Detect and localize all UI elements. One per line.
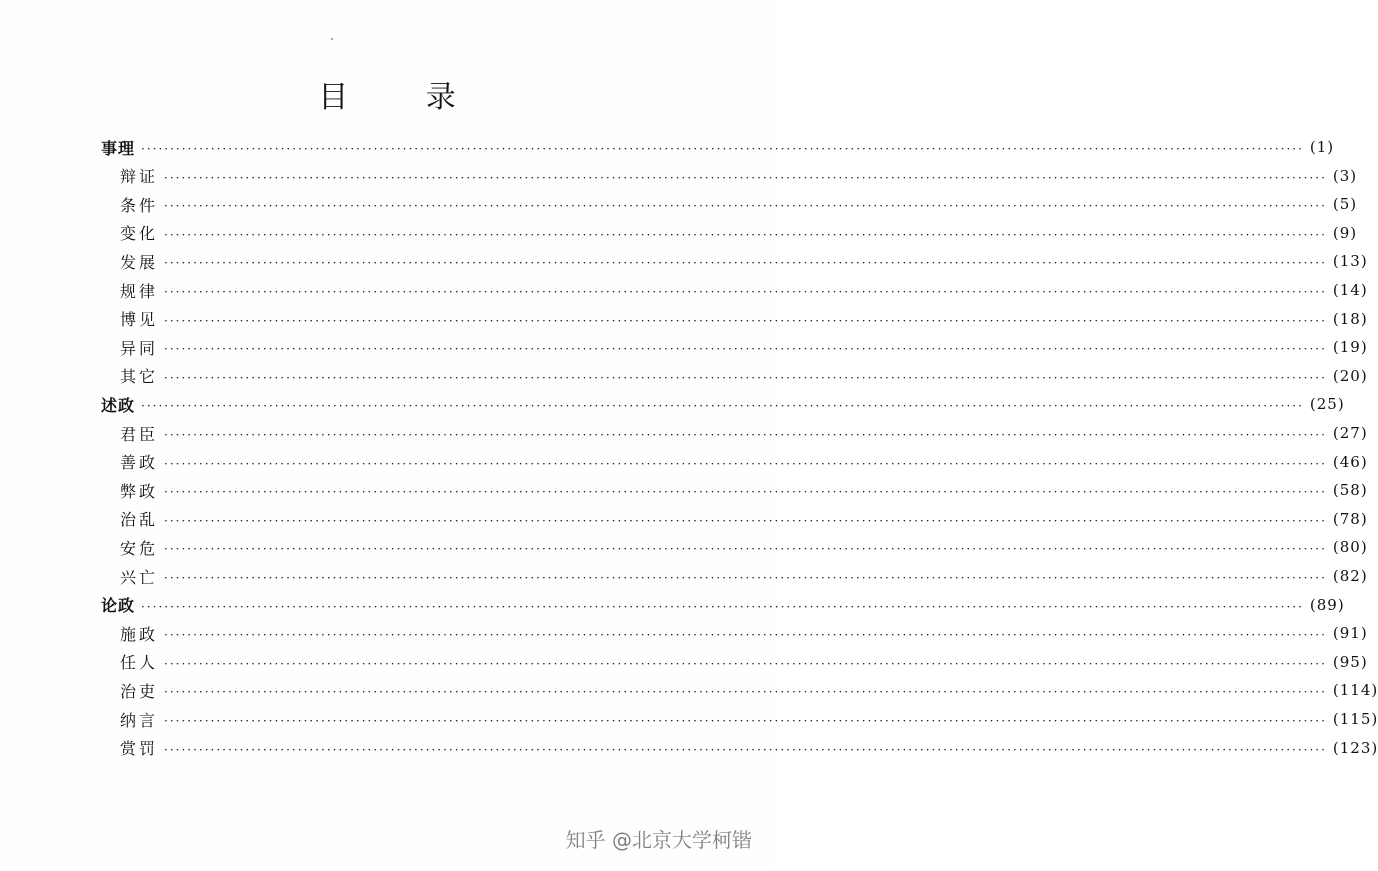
toc-leader-dots: ········································································································································································································	[164, 714, 1327, 728]
toc-leader-dots: ········································································································································································································	[164, 256, 1327, 271]
toc-leader-dots: ········································································································································································································	[164, 227, 1327, 242]
toc-entry	[120, 219, 1358, 247]
toc-entry-label: 事理	[101, 138, 136, 158]
toc-entry-label: 规律	[120, 281, 159, 301]
toc-entry	[120, 448, 1368, 476]
toc-entry-label: 发展	[120, 252, 159, 272]
toc-entry-page-number: (80)	[1332, 538, 1368, 557]
toc-entry	[120, 190, 1358, 218]
toc-entry-label: 条件	[120, 195, 159, 215]
toc-entry	[120, 362, 1368, 390]
toc-entry-page-number: (5)	[1332, 195, 1358, 214]
toc-entry-page-number: (89)	[1309, 595, 1345, 614]
toc-leader-dots: ········································································································································································································	[164, 628, 1327, 643]
toc-entry-label: 安危	[120, 538, 159, 558]
toc-leader-dots: ········································································································································································································	[141, 599, 1304, 614]
toc-entry-label: 赏罚	[120, 739, 159, 759]
toc-entry	[120, 648, 1368, 676]
toc-leader-dots: ········································································································································································································	[141, 142, 1304, 156]
toc-leader-dots: ········································································································································································································	[164, 656, 1327, 671]
toc-leader-dots: ········································································································································································································	[164, 542, 1327, 557]
toc-leader-dots: ········································································································································································································	[141, 399, 1304, 414]
toc-entry	[120, 562, 1368, 590]
toc-entry-label: 博见	[120, 310, 159, 330]
toc-entry-label: 论政	[101, 596, 136, 616]
toc-leader-dots: ········································································································································································································	[164, 571, 1327, 585]
toc-entry	[120, 533, 1368, 561]
toc-leader-dots: ········································································································································································································	[164, 485, 1327, 500]
toc-entry	[101, 133, 1335, 161]
toc-entry-page-number: (9)	[1332, 223, 1358, 242]
toc-leader-dots: ········································································································································································································	[164, 513, 1327, 528]
toc-leader-dots: ········································································································································································································	[164, 342, 1327, 357]
toc-entry	[120, 619, 1368, 647]
toc-entry	[120, 676, 1378, 704]
scan-speck	[331, 38, 333, 40]
toc-leader-dots: ········································································································································································································	[164, 313, 1327, 328]
toc-entry-label: 述政	[101, 395, 136, 415]
toc-entry-label: 任人	[120, 653, 159, 673]
toc-entry-page-number: (115)	[1332, 710, 1378, 728]
toc-leader-dots: ········································································································································································································	[164, 170, 1327, 185]
toc-entry-page-number: (95)	[1332, 652, 1368, 671]
toc-leader-dots: ········································································································································································································	[164, 199, 1327, 214]
toc-entry-page-number: (3)	[1332, 166, 1358, 185]
toc-entry-page-number: (25)	[1309, 395, 1345, 414]
toc-leader-dots: ········································································································································································································	[164, 456, 1327, 471]
toc-entry-page-number: (82)	[1332, 567, 1368, 585]
toc-entry-page-number: (13)	[1332, 252, 1368, 271]
toc-entry-page-number: (78)	[1332, 509, 1368, 528]
toc-entry-page-number: (91)	[1332, 624, 1368, 643]
toc-entry-page-number: (27)	[1332, 424, 1368, 442]
toc-leader-dots: ········································································································································································································	[164, 685, 1327, 700]
toc-entry-page-number: (58)	[1332, 481, 1368, 500]
toc-leader-dots: ········································································································································································································	[164, 370, 1327, 385]
toc-entry-page-number: (1)	[1309, 138, 1335, 156]
toc-entry-page-number: (46)	[1332, 452, 1368, 471]
toc-entry-page-number: (20)	[1332, 366, 1368, 385]
toc-entry-label: 善政	[120, 453, 159, 473]
toc-leader-dots: ········································································································································································································	[164, 285, 1327, 299]
toc-entry	[120, 419, 1368, 447]
toc-entry-page-number: (123)	[1332, 738, 1378, 757]
toc-entry	[120, 276, 1368, 304]
watermark: 知乎 @北京大学柯锴	[565, 828, 752, 852]
toc-entry	[120, 476, 1368, 504]
toc-leader-dots: ········································································································································································································	[164, 428, 1327, 442]
toc-entry-label: 弊政	[120, 481, 159, 501]
page-title: 目 录	[318, 80, 490, 115]
toc-entry	[120, 734, 1378, 762]
toc-entry	[120, 162, 1358, 190]
toc-entry-label: 纳言	[120, 710, 159, 730]
toc-entry-page-number: (18)	[1332, 309, 1368, 328]
toc-entry-label: 变化	[120, 224, 159, 244]
toc-entry-label: 异同	[120, 338, 159, 358]
toc-entry-label: 辩证	[120, 167, 159, 187]
toc-entry	[101, 591, 1345, 619]
toc-entry	[120, 505, 1368, 533]
toc-entry	[120, 705, 1378, 733]
toc-leader-dots: ········································································································································································································	[164, 742, 1327, 757]
toc-entry-page-number: (19)	[1332, 338, 1368, 357]
toc-entry-page-number: (114)	[1332, 681, 1378, 700]
toc-entry-label: 治乱	[120, 510, 159, 530]
toc-entry-label: 君臣	[120, 424, 159, 444]
toc-entry	[101, 390, 1345, 418]
toc-entry	[120, 333, 1368, 361]
toc-entry-label: 其它	[120, 367, 159, 387]
toc-entry-label: 施政	[120, 624, 159, 644]
toc-entry-page-number: (14)	[1332, 281, 1368, 299]
toc-entry-label: 治吏	[120, 681, 159, 701]
toc-entry	[120, 247, 1368, 275]
toc-entry	[120, 305, 1368, 333]
toc-entry-label: 兴亡	[120, 567, 159, 587]
